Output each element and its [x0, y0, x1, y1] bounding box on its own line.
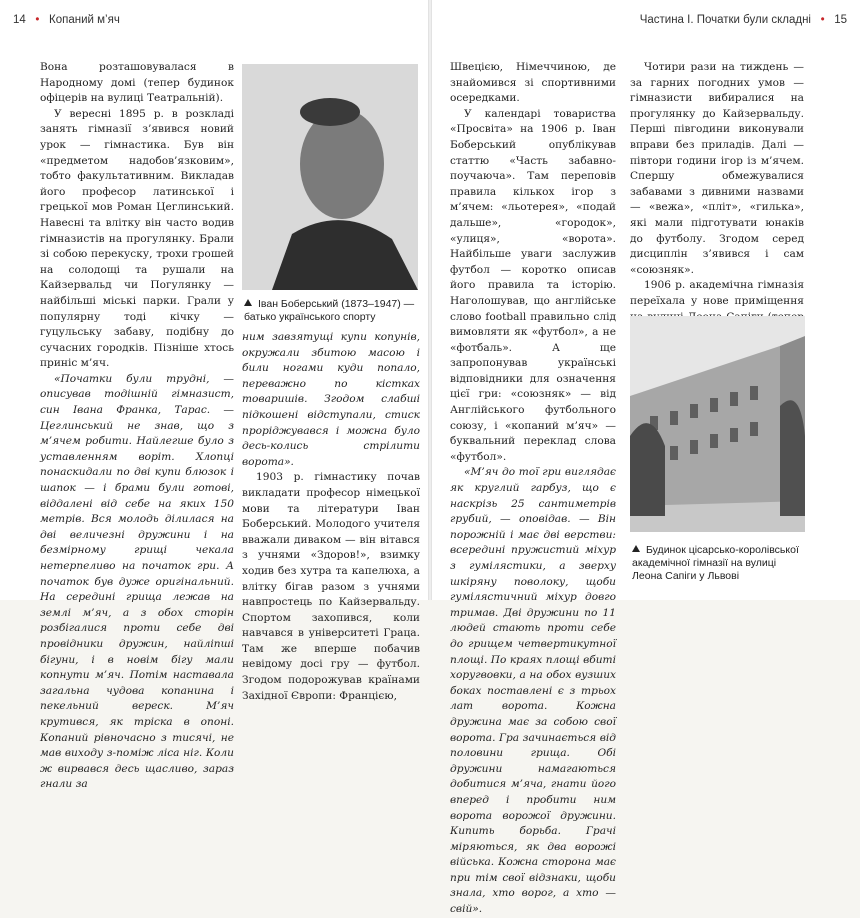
building-caption: [632, 544, 812, 583]
left-header-title: Копаний м’яч: [49, 14, 120, 26]
paragraph: 1903 р. гімнастику почав викладати професор німецької мови та літератури Іван Боберський. Молодого учителя вважали диваком — він вітався з учнями «Здоров!», взимку ходив без хутра та капелюха, а влітку бігав разом з учнями навпростець по Кайзервальду. Спортом захопився, коли навчався в університеті Граца. Там же вперше побачив невідому досі гру — футбол. Згодом подорожував країнами Західної Європи: Францією,: [242, 471, 420, 702]
caption-line: батько українського спорту: [244, 311, 376, 323]
right-header-title: Частина І. Початки були складні: [639, 14, 811, 26]
paragraph: 1906 р. академічна гімназія переїхала у нове приміщення: [630, 279, 804, 307]
caption-marker-icon: [632, 545, 640, 552]
paragraph: ним завзятущі купи копунів, окружали збитою масою і били ногами куди попало, переважно по кістках товаришів. Згодом слабші підкошені відступали, стиск проріджувався і можна було десь-колись стрілити ворота».: [242, 331, 420, 468]
paragraph: У вересні 1895 р. в розкладі занять гімназії з’явився новий урок — гімнастика. Був він «предметом надобов’язковим», тобто факультативним. Викладав його професор латинської і грецької мов Роман Цеглинський. Навесні та влітку він часто водив гімназистів на прогулянку. Брали зі собою перекуску, трохи грошей на солодощі та рушали на Кайзервальд чи Погулянку — найбільші міські парки. Грали у популярну тоді кічку — гуцульську забаву, подібну до сучасних городків. Пізніше хтось приніс м’яч.: [40, 107, 234, 370]
paragraph: «М’яч до тої гри виглядає як круглий гарбуз, що є наскрізь 25 сантиметрів грубий, — оповідав. — Він порожній і має дві верстви: всередині пружистий міхур з гумілястики, а зверху шкіряну поволоку, щоби гумілястичний міхур довго тримав. Дві дружини по 11 людей стають проти себе до грищем четвертикутної площі. По краях площі вбиті хоругвовки, а на обох вузших боках поставлені є з трьох лат ворота. Кожна дружина має за собою свої ворота. Гра зачинається від половини грища. Обі дружини намагаються добитися м’яча, гнати його вперед і пробити ним ворота ворожої дружини. Кипить борьба. Грачі міряються, як два ворожі війська. Кожна сторона має при тім свої відзнаки, щоби знала, хто ворог, а хто — свій».: [450, 466, 616, 916]
left-column-1: [40, 60, 234, 793]
paragraph: Швецією, Німеччиною, де знайомився зі спортивними осередками.: [450, 61, 616, 105]
building-photo-image: [630, 316, 805, 532]
right-page-number: 15: [834, 14, 847, 26]
header-bullet: •: [820, 14, 825, 26]
left-column-2: [242, 330, 420, 704]
paragraph: Чотири рази на тиждень — за гарних погодних умов — гімназисти вибиралися на прогулянку до Кайзервальду. Перші півгодини виконували вправи без приладів. Далі — півтори години ігор із м’ячем. Спершу обмежувалися забавами з дивними назвами — «вежа», «пліт», «гилька», які мали підготувати юнаків до футболу. Згодом серед дисциплін з’явився і сам «союзняк».: [630, 61, 804, 276]
caption-line: Леона Сапіги у Львові: [632, 570, 740, 582]
caption-line: Будинок цісарсько-королівської: [646, 544, 799, 556]
left-page-number: 14: [13, 14, 26, 26]
caption-line: академічної гімназії на вулиці: [632, 557, 777, 569]
paragraph: «Початки були трудні, — описував тодішній гімназист, син Івана Франка, Тарас. — Цеглинський не знав, що з м’ячем робити. Найлегше було з уставленням воріт. Хлопці понаскидали по дві купи блюзок і шапок — і брами були готові, віддалені від себе на яких 150 метрів. Вся молодь ділилася на дві величезні дружини і на безмірному грищі чекала нетерпеливо на початок гри. А початок був дуже оригінальний. На середині грища лежав на землі м’яч, а з обох сторін розбігалися проти себе дві провідники дружин, найліпші бігуни, і в новім бігу мали копнути м’яч. Потім наставала загальна чудова копанина і пекельний вереск. М’яч крутився, як тріска в опоні. Копаний рівночасно з тисячі, не мав виходу з-поміж ліса ніг. Коли ж вирвався десь щасливо, зараз гнали за: [40, 372, 234, 791]
header-bullet: •: [35, 14, 40, 26]
caption-marker-icon: [244, 299, 252, 306]
building-photo: [630, 316, 805, 532]
paragraph: Вона розташовувалася в Народному домі (тепер будинок офіцерів на вулиці Театральній).: [40, 61, 234, 105]
right-running-header: [640, 14, 847, 26]
paragraph: У календарі товариства «Просвіта» на 1906 р. Іван Боберський опублікував статтю «Часть забавно-поучаюча». Там переповів правила кількох ігор з м’ячем: «льотерея», «подай дальше», «городок», «улиця», «ворота». Найбільше уваги заслужив футбол — коротко описав його правила та історію. Наголошував, що англійське слово football правильно слід вимовляти як «футбол», а не «фотбаль». А ще запропонував українські відповідники для означення цієї гри: «союзняк» — від Англійського футбольного союзу, і «копаний м’яч» — буквальний переклад слова «футбол».: [450, 107, 616, 463]
right-column-1: [450, 60, 616, 918]
portrait-caption: [244, 298, 424, 324]
left-running-header: [13, 14, 120, 26]
caption-line: Іван Боберський (1873–1947) —: [258, 298, 415, 310]
portrait-photo: [242, 64, 418, 290]
portrait-photo-image: [242, 64, 418, 290]
